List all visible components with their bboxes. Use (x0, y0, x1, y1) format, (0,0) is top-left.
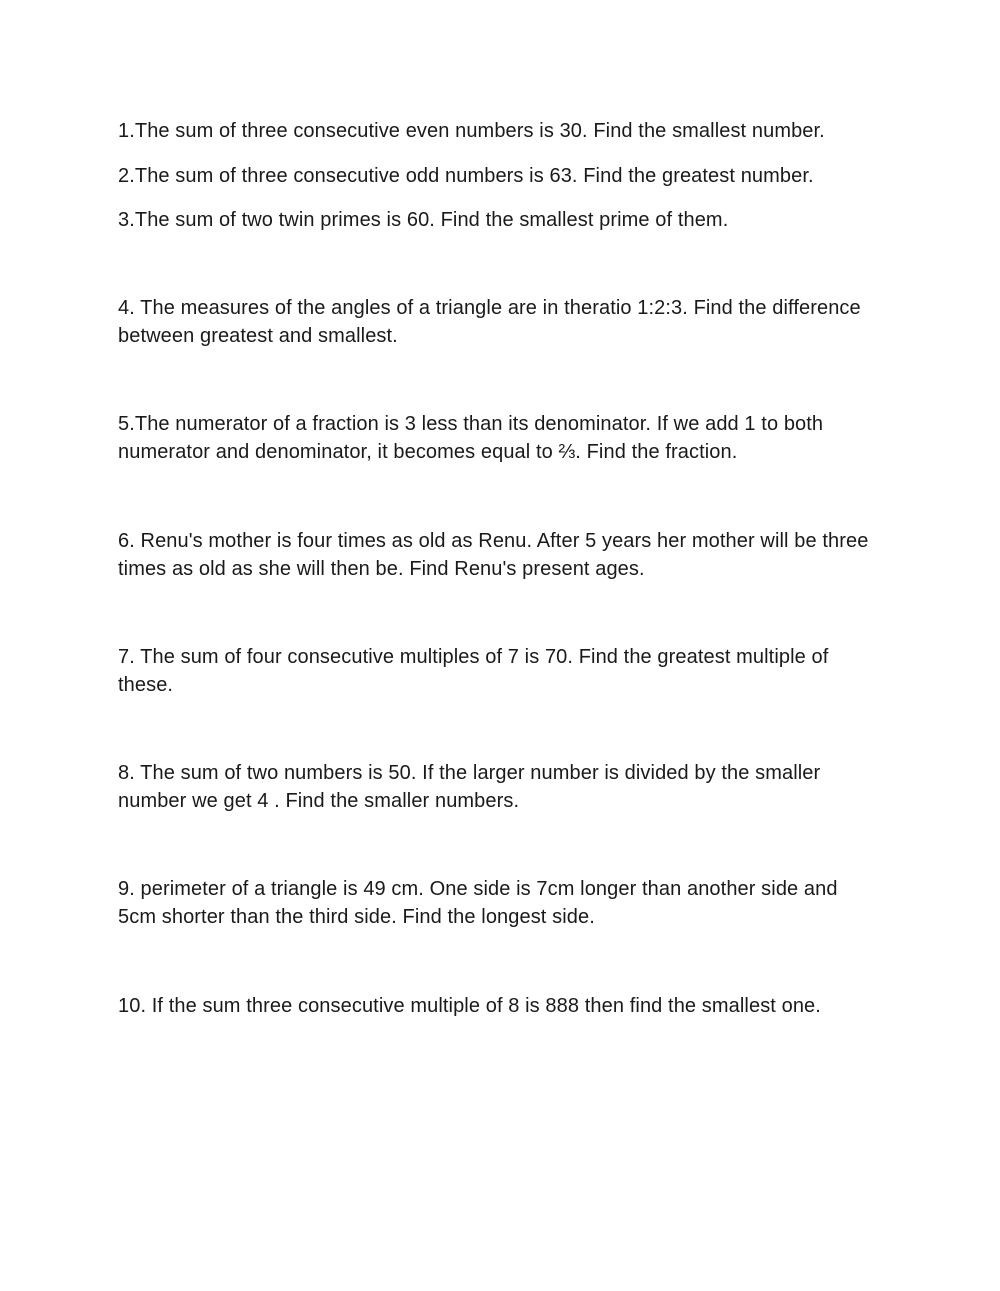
question-6: 6. Renu's mother is four times as old as Renu. After 5 years her mother will be three times as old as she will then be. Find Renu's present ages. (118, 530, 869, 580)
question-3: 3.The sum of two twin primes is 60. Find the smallest prime of them. (118, 209, 729, 231)
question-9: 9. perimeter of a triangle is 49 cm. One side is 7cm longer than another side and 5cm shorter than the third side. Find the longest side. (118, 878, 838, 928)
question-1: 1.The sum of three consecutive even numbers is 30. Find the smallest number. (118, 120, 825, 142)
question-4: 4. The measures of the angles of a triangle are in theratio 1:2:3. Find the difference between greatest and smallest. (118, 297, 861, 347)
question-5: 5.The numerator of a fraction is 3 less than its denominator. If we add 1 to both numerator and denominator, it becomes equal to ⅔. Find the fraction. (118, 413, 824, 463)
question-2: 2.The sum of three consecutive odd numbers is 63. Find the greatest number. (118, 165, 814, 187)
question-10: 10. If the sum three consecutive multiple of 8 is 888 then find the smallest one. (118, 995, 821, 1017)
question-8: 8. The sum of two numbers is 50. If the larger number is divided by the smaller number we get 4 . Find the smaller numbers. (118, 762, 821, 812)
question-7: 7. The sum of four consecutive multiples of 7 is 70. Find the greatest multiple of these. (118, 646, 829, 696)
